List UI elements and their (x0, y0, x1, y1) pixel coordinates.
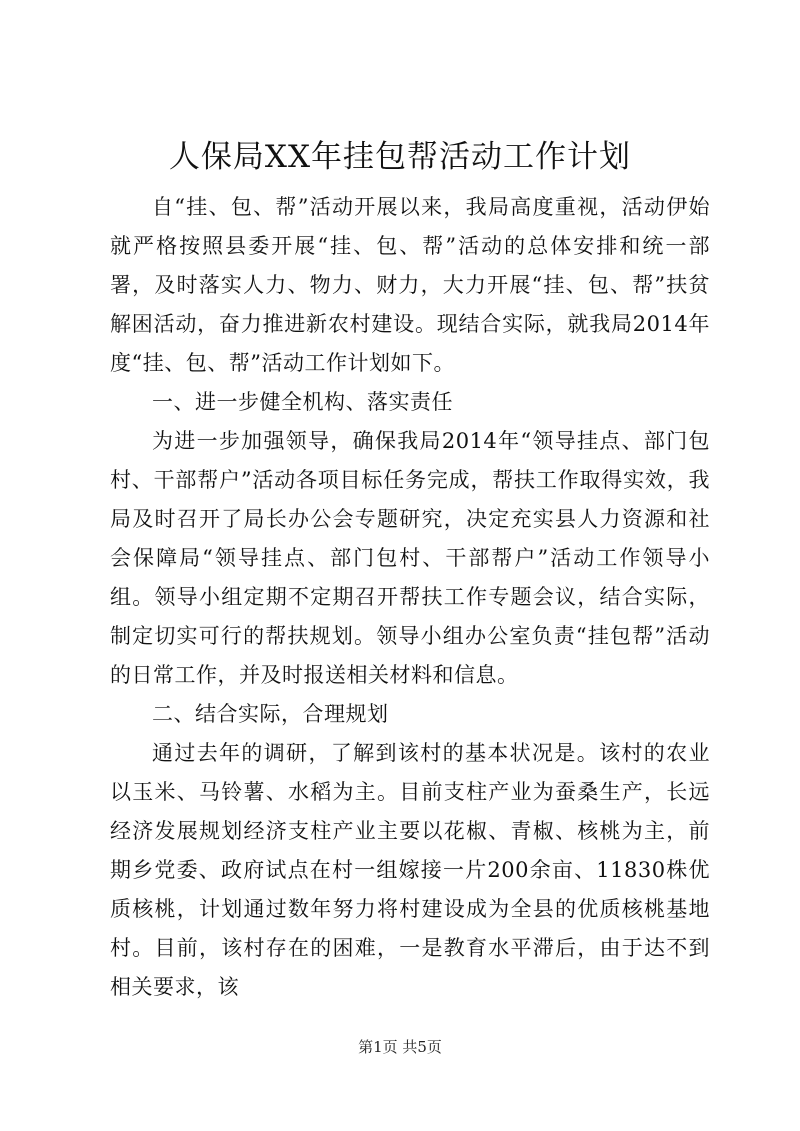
document-body (110, 188, 710, 1007)
intro-paragraph: 自“挂、包、帮”活动开展以来，我局高度重视，活动伊始就严格按照县委开展“挂、包、帮”活动的总体安排和统一部署，及时落实人力、物力、财力，大力开展“挂、包、帮”扶贫解困活动，奋力推进新农村建设。现结合实际，就我局2014年度“挂、包、帮”活动工作计划如下。 (110, 195, 710, 375)
section-1-paragraph: 为进一步加强领导，确保我局2014年“领导挂点、部门包村、干部帮户”活动各项目标任务完成，帮扶工作取得实效，我局及时召开了局长办公会专题研究，决定充实县人力资源和社会保障局“领导挂点、部门包村、干部帮户”活动工作领导小组。领导小组定期不定期召开帮扶工作专题会议，结合实际，制定切实可行的帮扶规划。领导小组办公室负责“挂包帮”活动的日常工作，并及时报送相关材料和信息。 (110, 429, 710, 687)
section-heading-1: 一、进一步健全机构、落实责任 (152, 390, 453, 414)
section-2-paragraph: 通过去年的调研，了解到该村的基本状况是。该村的农业以玉米、马铃薯、水稻为主。目前支柱产业为蚕桑生产，长远经济发展规划经济支柱产业主要以花椒、青椒、核桃为主，前期乡党委、政府试点在村一组嫁接一片200余亩、11830株优质核桃，计划通过数年努力将村建设成为全县的优质核桃基地村。目前，该村存在的困难，一是教育水平滞后，由于达不到相关要求，该 (110, 741, 710, 999)
section-heading-2: 二、结合实际，合理规划 (152, 702, 389, 726)
page-number-footer: 第1页 共5页 (358, 1038, 442, 1056)
document-title: 人保局XX年挂包帮活动工作计划 (168, 139, 632, 175)
